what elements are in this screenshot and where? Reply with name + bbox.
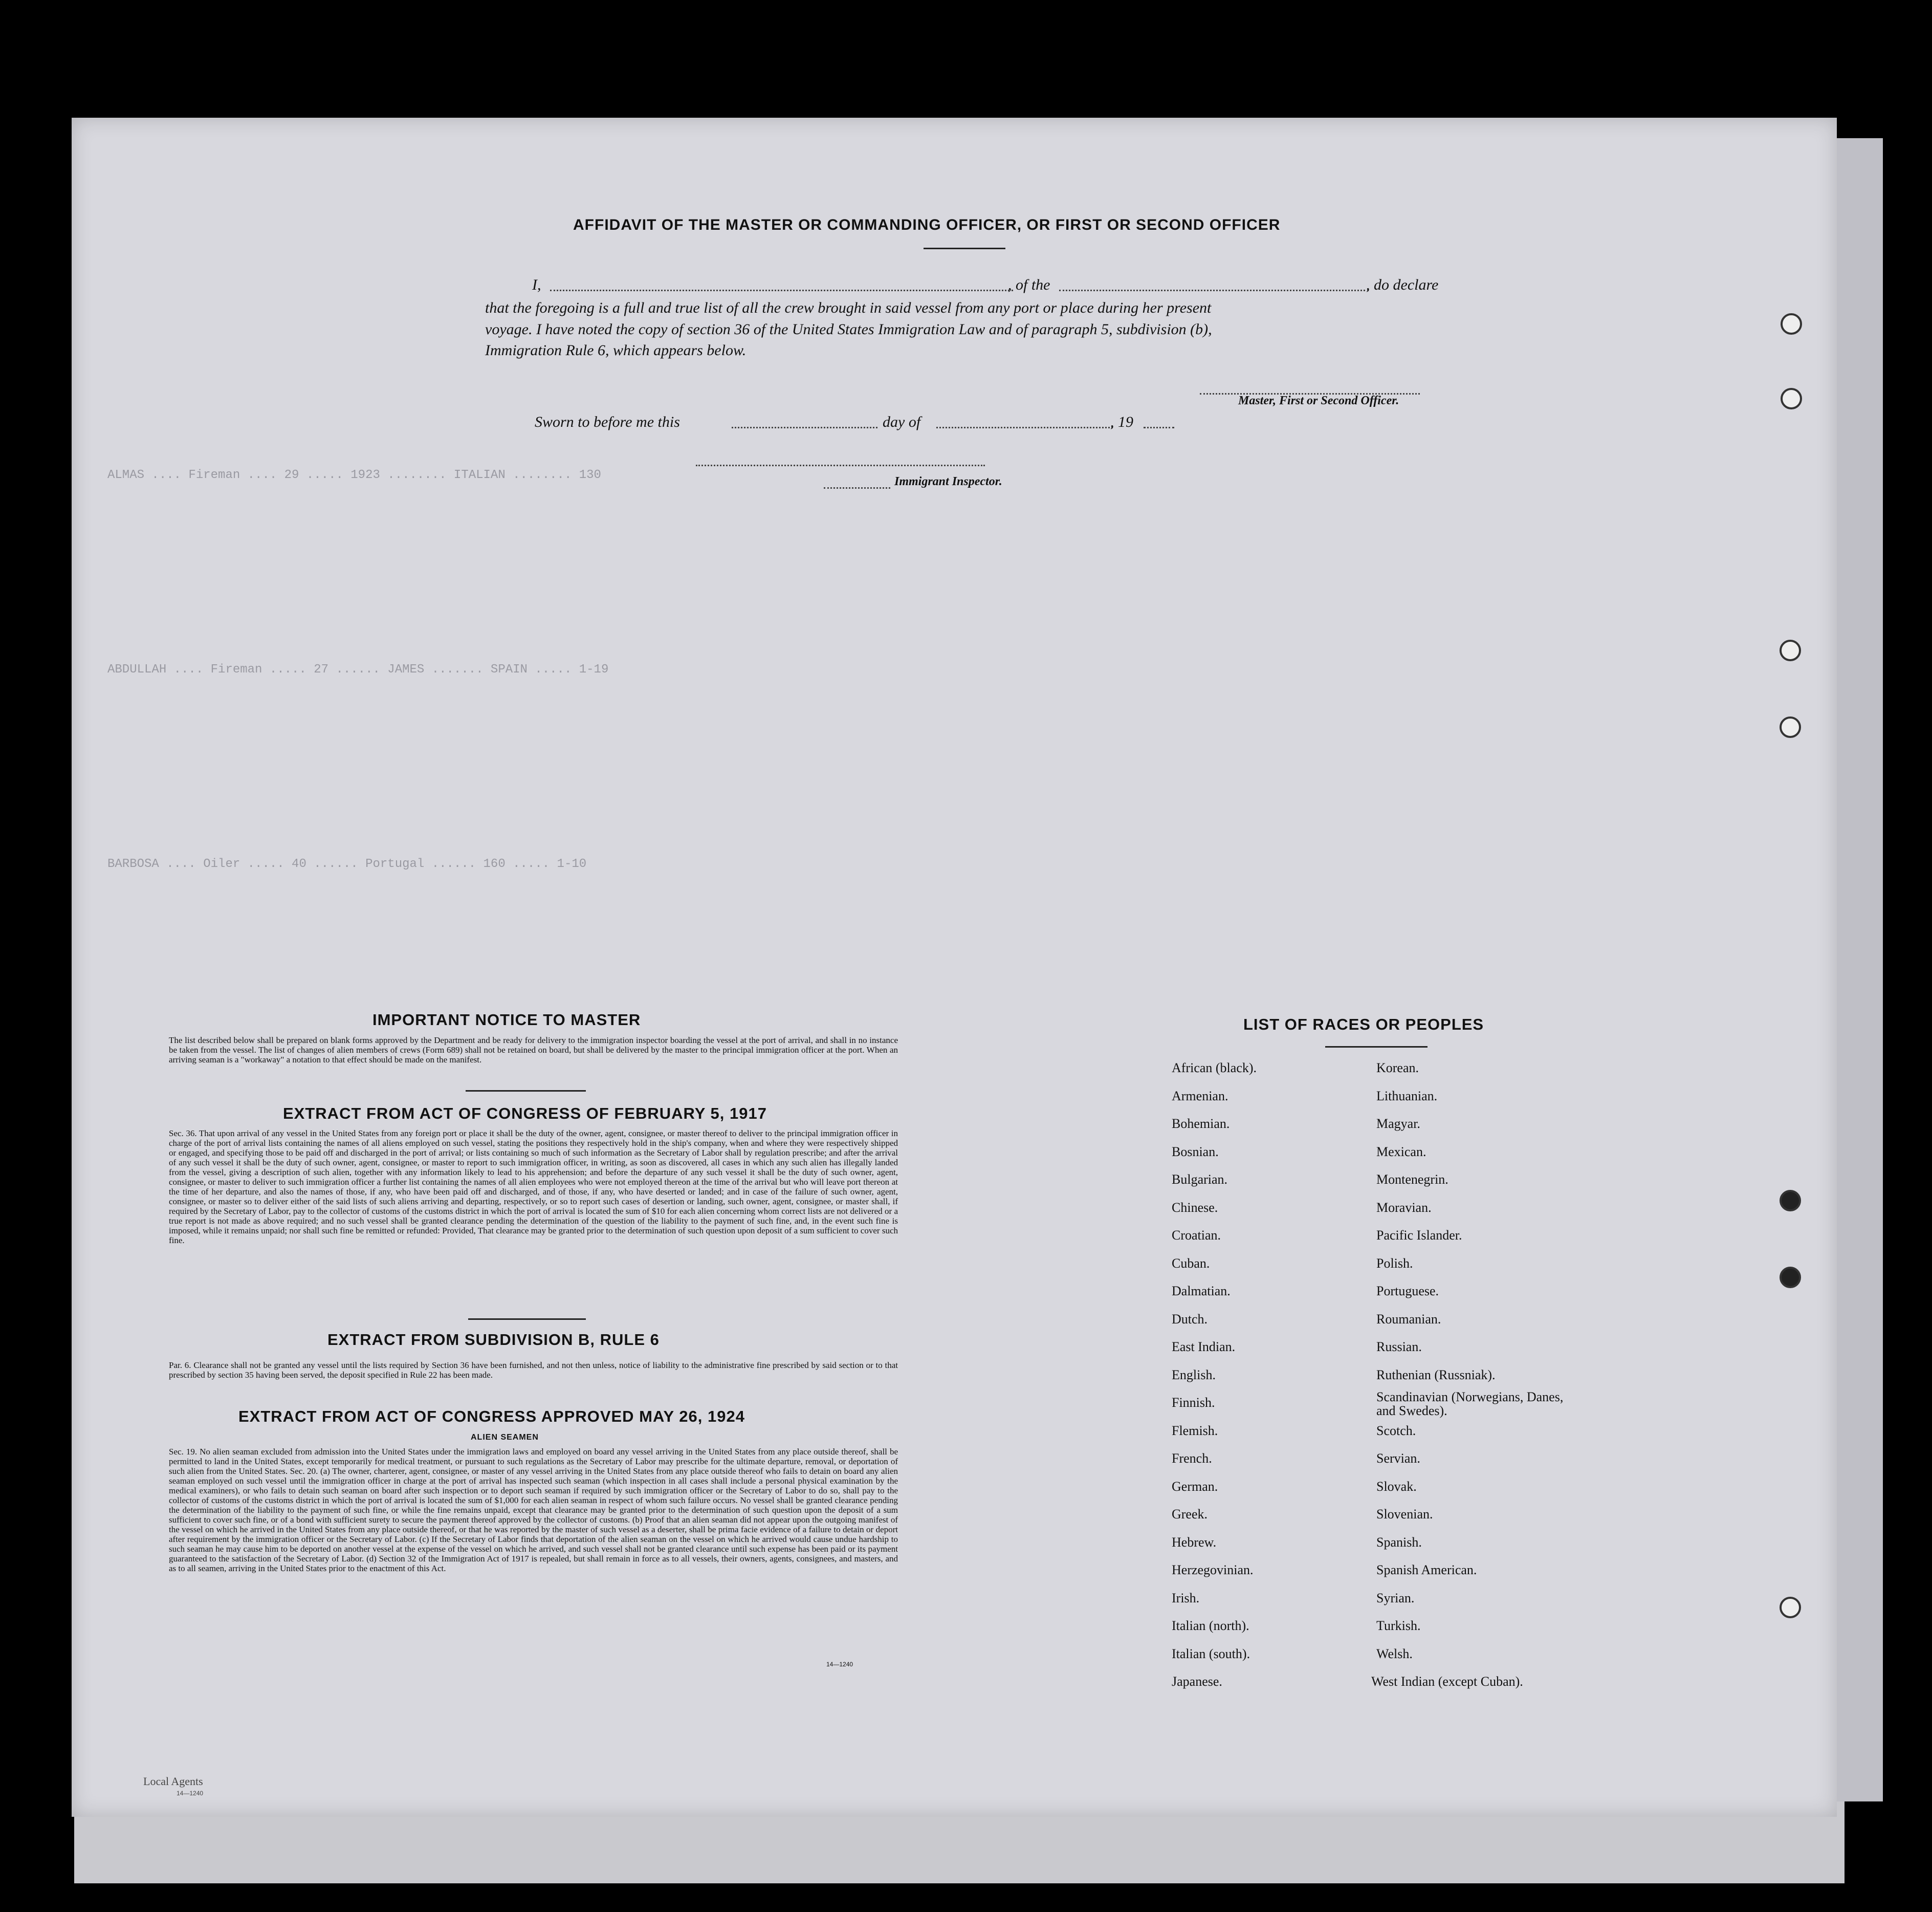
race-left-item: Bulgarian. [1172, 1172, 1228, 1187]
affidavit-line-2: that the foregoing is a full and true list of all the crew brought in said vessel from any port or place during her present [485, 299, 1212, 316]
race-left-item: Japanese. [1172, 1674, 1222, 1689]
extract-1924-title: EXTRACT FROM ACT OF CONGRESS APPROVED MAY 26, 1924 [238, 1407, 745, 1425]
alien-seamen-subtitle: ALIEN SEAMEN [471, 1433, 539, 1442]
races-rule [1325, 1046, 1428, 1048]
binder-hole [1780, 640, 1801, 661]
race-right-item: West Indian (except Cuban). [1371, 1674, 1523, 1689]
race-left-item: Greek. [1172, 1507, 1208, 1522]
race-left-item: French. [1172, 1451, 1212, 1466]
affidavit-title: AFFIDAVIT OF THE MASTER OR COMMANDING OFFICER, OR FIRST OR SECOND OFFICER [573, 216, 1281, 233]
notice-title: IMPORTANT NOTICE TO MASTER [372, 1011, 641, 1029]
section-rule [466, 1090, 586, 1092]
race-right-item: Pacific Islander. [1376, 1228, 1462, 1243]
race-right-item: Mexican. [1376, 1144, 1426, 1159]
race-left-item: Irish. [1172, 1591, 1200, 1605]
race-right-item: Welsh. [1376, 1646, 1413, 1661]
race-right-item: Syrian. [1376, 1591, 1415, 1605]
race-right-item: Scotch. [1376, 1423, 1416, 1438]
race-right-item: Spanish American. [1376, 1562, 1477, 1577]
extract-rule6-title: EXTRACT FROM SUBDIVISION B, RULE 6 [327, 1331, 660, 1349]
race-left-item: Bohemian. [1172, 1116, 1230, 1131]
master-signature-label: Master, First or Second Officer. [1238, 394, 1399, 407]
race-right-item: Scandinavian (Norwegians, Danes, and Swedes). [1376, 1389, 1564, 1418]
race-right-item: Servian. [1376, 1451, 1420, 1466]
local-agents-label: Local Agents [143, 1775, 203, 1788]
race-left-item: Flemish. [1172, 1423, 1218, 1438]
extract-1917-body: Sec. 36. That upon arrival of any vessel in the United States from any foreign port or place it shall be the duty of the owner, agent, consignee, or master thereof to deliver to the principal immigration officer in charge of the port of arrival lists containing the names of all aliens employed on such vessel, stating the positions they respectively hold in the ship's company, when and where they were respectively shipped or engaged, and specifying those to be paid off and discharged in the port of arrival; or lists containing so much of such information as the Secretary of Labor shall by regulation prescribe; and after the arrival of any such vessel it shall be the duty of such owner, agent, consignee, or master to report to such immigration officer, in writing, as soon as discovered, all cases in which any such alien has illegally landed from the vessel, giving a description of such alien, together with any information likely to lead to his apprehension; and before the departure of any such vessel it shall be the duty of such owner, agent, consignee, or master to deliver to such immigration officer a further list containing the names of all alien employees who were not employed thereon at the time of the arrival but who will leave port thereon at the time of her departure, and also the names of those, if any, who have been paid off and discharged, and of those, if any, who have deserted or landed; and in case of the failure of such owner, agent, consignee, or master so to deliver either of the said lists of such aliens arriving and departing, respectively, or so to report such cases of desertion or landing, such owner, agent, consignee, or master shall, if required by the Secretary of Labor, pay to the collector of customs of the customs district in which the port of arrival is located the sum of $10 for each alien concerning whom correct lists are not delivered or a true report is not made as above required; and no such vessel shall be granted clearance pending the determination of the question of the liability to the payment of such fine, and, in the event such fine is imposed, while it remains unpaid; nor shall such fine be remitted or refunded: Provided, That clearance may be granted prior to the determination of such question upon deposit of a sum sufficient to cover such fine. [169, 1128, 898, 1245]
race-right-item: Portuguese. [1376, 1284, 1439, 1298]
bleed-through: ALMAS .... Fireman .... 29 ..... 1923 ........ ITALIAN ........ 130 [107, 468, 601, 482]
title-rule [924, 248, 1005, 249]
race-left-item: Dutch. [1172, 1312, 1208, 1327]
affidavit-i: I, [532, 276, 541, 293]
vessel-blank[interactable] [1059, 290, 1369, 291]
race-right-item: Polish. [1376, 1256, 1413, 1271]
extract-rule6-body: Par. 6. Clearance shall not be granted any vessel until the lists required by Section 36 have been furnished, and not then unless, notice of liability to the administrative fine prescribed by said section or to that prescribed by section 35 having been served, the deposit specified in Rule 22 has been made. [169, 1360, 898, 1380]
race-right-item: Roumanian. [1376, 1312, 1441, 1327]
name-blank[interactable] [550, 290, 1013, 291]
sheet-edge [1837, 138, 1883, 1801]
race-right-item: Korean. [1376, 1060, 1419, 1075]
affidavit-of-the: , of the [1008, 276, 1050, 293]
affidavit-line-3: voyage. I have noted the copy of section 36 of the United States Immigration Law and of paragraph 5, subdivision (b), [485, 321, 1212, 338]
race-left-item: English. [1172, 1367, 1216, 1382]
race-left-item: Italian (south). [1172, 1646, 1250, 1661]
section-rule [468, 1318, 586, 1320]
binder-hole [1781, 388, 1802, 409]
races-title: LIST OF RACES OR PEOPLES [1243, 1015, 1484, 1033]
year-text: , 19 [1110, 414, 1133, 430]
sworn-text: Sworn to before me this [535, 414, 680, 430]
inspector-short-blank [824, 487, 890, 489]
extract-1924-body: Sec. 19. No alien seaman excluded from admission into the United States under the immigration laws and employed on board any vessel arriving in the United States from any place outside thereof, shall be permitted to land in the United States, except temporarily for medical treatment, or pursuant to such regulations as the Secretary of Labor may prescribe for the ultimate departure, removal, or deportation of such alien from the United States. Sec. 20. (a) The owner, charterer, agent, consignee, or master of any vessel arriving in the United States from any place outside thereof who fails to detain on board any alien seaman employed on such vessel until the immigration officer in charge at the port of arrival has inspected such seaman (which inspection in all cases shall include a personal physical examination by the medical examiners), or who fails to detain such seaman on board after such inspection or to deport such seaman if required by such immigration officer or the Secretary of Labor to do so, shall pay to the collector of customs of the customs district in which the port of arrival is located the sum of $1,000 for each alien seaman in respect of whom such failure occurs. No vessel shall be granted clearance pending the determination of the liability to the payment of such fine, or while the fine remains unpaid, except that clearance may be granted prior to the determination of such question upon the deposit of a sum sufficient to cover such fine, or of a bond with sufficient surety to secure the payment thereof approved by the collector of customs. (b) Proof that an alien seaman did not appear upon the outgoing manifest of the vessel on which he arrived in the United States from any place outside thereof, or that he was reported by the master of such vessel as a deserter, shall be prima facie evidence of a failure to detain or deport after requirement by the immigration officer or the Secretary of Labor. (c) If the Secretary of Labor finds that deportation of the alien seaman on the vessel on which he arrived would cause undue hardship to such seaman he may cause him to be deported on another vessel at the expense of the vessel on which he arrived, and such vessel shall not be granted clearance until such expense has been paid or its payment guaranteed to the satisfaction of the Secretary of Labor. (d) Section 32 of the Immigration Act of 1917 is repealed, but shall remain in force as to all vessels, their owners, agents, consignees, and masters, and as to all seamen, arriving in the United States prior to the enactment of this Act. [169, 1447, 898, 1573]
extract-1917-title: EXTRACT FROM ACT OF CONGRESS OF FEBRUARY 5, 1917 [283, 1104, 767, 1122]
race-right-item: Russian. [1376, 1339, 1422, 1354]
affidavit-declare: , do declare [1366, 276, 1439, 293]
race-right-item: Turkish. [1376, 1618, 1421, 1633]
race-left-item: Cuban. [1172, 1256, 1210, 1271]
race-left-item: Dalmatian. [1172, 1284, 1231, 1298]
sworn-month-blank[interactable] [936, 427, 1113, 428]
binder-hole [1780, 1267, 1801, 1288]
race-left-item: Hebrew. [1172, 1535, 1217, 1550]
bleed-through: BARBOSA .... Oiler ..... 40 ...... Portugal ...... 160 ..... 1-10 [107, 857, 587, 871]
binder-hole [1781, 313, 1802, 335]
race-right-item: Ruthenian (Russniak). [1376, 1367, 1496, 1382]
race-right-item: Spanish. [1376, 1535, 1422, 1550]
race-left-item: East Indian. [1172, 1339, 1236, 1354]
form-number: 14—1240 [826, 1661, 853, 1668]
race-left-item: Chinese. [1172, 1200, 1218, 1215]
binder-hole [1780, 716, 1801, 738]
sworn-day-blank[interactable] [732, 427, 877, 428]
binder-hole [1780, 1190, 1801, 1211]
race-right-item: Magyar. [1376, 1116, 1420, 1131]
race-right-item: Montenegrin. [1376, 1172, 1448, 1187]
bleed-through: ABDULLAH .... Fireman ..... 27 ...... JAMES ....... SPAIN ..... 1-19 [107, 663, 609, 677]
race-left-item: Italian (north). [1172, 1618, 1249, 1633]
race-left-item: Herzegovinian. [1172, 1562, 1254, 1577]
race-left-item: Armenian. [1172, 1089, 1228, 1103]
race-left-item: Bosnian. [1172, 1144, 1219, 1159]
footer-form-number: 14—1240 [177, 1790, 204, 1797]
race-right-item: Moravian. [1376, 1200, 1432, 1215]
inspector-label: Immigrant Inspector. [894, 475, 1002, 488]
year-blank[interactable] [1144, 427, 1174, 428]
notice-body: The list described below shall be prepared on blank forms approved by the Department and be ready for delivery to the immigration inspector boarding the vessel at the port of arrival, and shall in no instance be taken from the vessel. The list of changes of alien members of crews (Form 689) shall not be retained on board, but shall be delivered by the master to the principal immigration officer at the port. When an arriving seaman is a "workaway" a notation to that effect should be made on the manifest. [169, 1035, 898, 1064]
day-of-text: day of [883, 414, 921, 430]
race-left-item: German. [1172, 1479, 1218, 1494]
race-left-item: Finnish. [1172, 1395, 1215, 1410]
race-right-item: Slovenian. [1376, 1507, 1433, 1522]
inspector-signature-blank[interactable] [696, 465, 985, 466]
race-left-item: Croatian. [1172, 1228, 1221, 1243]
binder-hole [1780, 1597, 1801, 1618]
race-left-item: African (black). [1172, 1060, 1257, 1075]
affidavit-line-4: Immigration Rule 6, which appears below. [485, 342, 747, 359]
race-right-item: Slovak. [1376, 1479, 1417, 1494]
race-right-item: Lithuanian. [1376, 1089, 1438, 1103]
